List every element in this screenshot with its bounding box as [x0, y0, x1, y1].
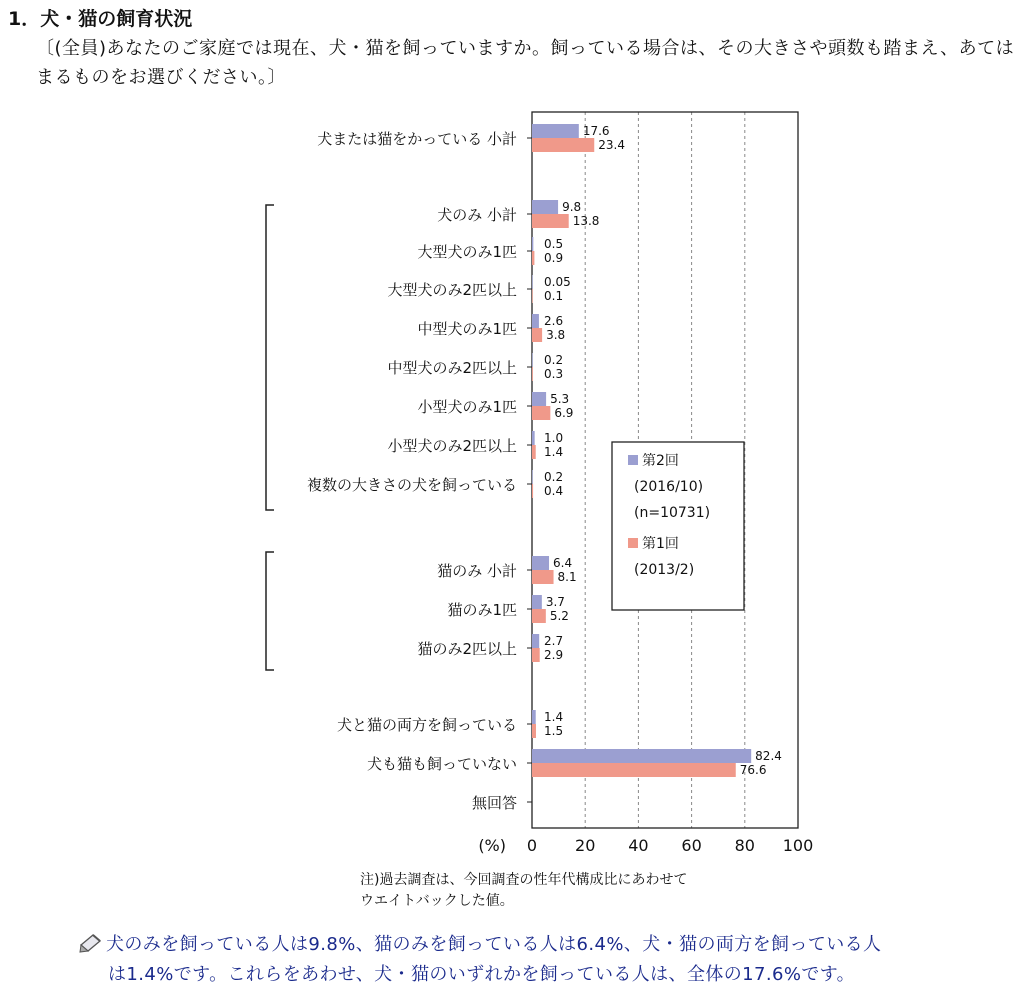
bar-wave1: [532, 648, 540, 662]
pencil-icon: [78, 933, 104, 953]
x-tick-label: 20: [575, 836, 596, 855]
bar-wave1: [532, 609, 546, 623]
data-label: 3.7: [545, 595, 565, 609]
data-label: 8.1: [557, 570, 577, 584]
category-label: 小型犬のみ2匹以上: [387, 437, 517, 455]
bar-wave1: [532, 138, 594, 152]
data-label: 1.0: [544, 431, 564, 445]
category-label: 無回答: [471, 794, 517, 812]
bar-wave2: [532, 237, 533, 251]
category-label: 猫のみ 小計: [437, 562, 517, 580]
data-label: 1.5: [544, 724, 564, 738]
category-label: 小型犬のみ1匹: [417, 398, 517, 416]
question-text: 〔(全員)あなたのご家庭では現在、犬・猫を飼っていますか。飼っている場合は、その大きさや頭数も踏まえ、あてはまるものをお選びください。〕: [36, 38, 1015, 88]
bar-wave2: [532, 275, 533, 289]
data-label: 82.4: [755, 749, 782, 763]
data-label: 0.3: [544, 367, 564, 381]
data-label: 0.2: [544, 353, 564, 367]
data-label: 1.4: [544, 445, 564, 459]
category-label: 大型犬のみ2匹以上: [387, 281, 517, 299]
legend-text: (2016/10): [634, 479, 704, 495]
category-label: 中型犬のみ1匹: [417, 320, 517, 338]
x-tick-label: 100: [782, 836, 814, 855]
data-label: 0.9: [544, 251, 564, 265]
category-label: 犬と猫の両方を飼っている: [336, 716, 517, 734]
bar-wave2: [532, 595, 542, 609]
data-label: 3.8: [546, 328, 566, 342]
bar-wave2: [532, 314, 539, 328]
category-label: 犬のみ 小計: [437, 206, 517, 224]
data-label: 9.8: [562, 200, 582, 214]
data-label: 2.6: [544, 314, 564, 328]
footnote-line-1: 注)過去調査は、今回調査の性年代構成比にあわせて: [360, 872, 688, 888]
category-label: 犬も猫も飼っていない: [366, 755, 517, 773]
bar-wave1: [532, 214, 569, 228]
bar-wave2: [532, 634, 539, 648]
bar-wave1: [532, 570, 554, 584]
data-label: 6.4: [553, 556, 573, 570]
pet-ownership-chart: [0, 100, 1024, 870]
category-label: 猫のみ2匹以上: [417, 640, 517, 658]
dog-group-bracket: [266, 205, 274, 510]
category-label: 犬または猫をかっている 小計: [317, 130, 517, 148]
category-label: 複数の大きさの犬を飼っている: [306, 476, 517, 494]
bar-wave1: [532, 724, 536, 738]
data-label: 1.4: [544, 710, 564, 724]
x-unit-label: (%): [478, 836, 506, 855]
bar-wave2: [532, 200, 558, 214]
data-label: 5.3: [550, 392, 570, 406]
data-label: 0.05: [544, 275, 571, 289]
bar-wave2: [532, 556, 549, 570]
data-label: 0.5: [544, 237, 564, 251]
bar-wave1: [532, 289, 533, 303]
bar-wave1: [532, 763, 736, 777]
data-label: 0.2: [544, 470, 564, 484]
bar-wave2: [532, 353, 533, 367]
bar-wave1: [532, 406, 550, 420]
summary-line-2: は1.4%です。これらをあわせ、犬・猫のいずれかを飼っている人は、全体の17.6%です。: [108, 964, 856, 985]
data-label: 13.8: [572, 214, 600, 228]
data-label: 0.4: [544, 484, 564, 498]
summary-text: [78, 930, 1018, 990]
page-title: 1．犬・猫の飼育状況: [8, 8, 193, 30]
bar-wave1: [532, 251, 534, 265]
bar-wave1: [532, 484, 533, 498]
legend-text: 第1回: [642, 536, 679, 552]
x-tick-label: 60: [681, 836, 702, 855]
data-label: 76.6: [739, 763, 767, 777]
cat-group-bracket: [266, 552, 274, 670]
x-tick-label: 80: [734, 836, 755, 855]
legend-swatch: [628, 455, 638, 465]
bar-wave2: [532, 470, 533, 484]
footnote: [360, 870, 687, 912]
x-tick-label: 0: [526, 836, 538, 855]
legend-swatch: [628, 538, 638, 548]
data-label: 2.9: [544, 648, 564, 662]
bar-wave2: [532, 749, 751, 763]
bar-wave2: [532, 710, 536, 724]
data-label: 2.7: [544, 634, 564, 648]
footnote-line-2: ウエイトバックした値。: [360, 893, 514, 909]
summary-line-1: 犬のみを飼っている人は9.8%、猫のみを飼っている人は6.4%、犬・猫の両方を飼っている人: [106, 934, 882, 955]
legend-text: (2013/2): [634, 562, 695, 578]
bar-wave2: [532, 431, 535, 445]
data-label: 0.1: [544, 289, 564, 303]
category-label: 大型犬のみ1匹: [417, 243, 517, 261]
data-label: 23.4: [598, 138, 625, 152]
bar-wave1: [532, 367, 533, 381]
bar-wave1: [532, 328, 542, 342]
data-label: 17.6: [582, 124, 610, 138]
legend-text: 第2回: [642, 453, 679, 469]
category-label: 猫のみ1匹: [447, 601, 517, 619]
bar-wave1: [532, 445, 536, 459]
bar-wave2: [532, 392, 546, 406]
legend-text: (n=10731): [634, 505, 711, 521]
category-label: 中型犬のみ2匹以上: [387, 359, 517, 377]
bar-wave2: [532, 124, 579, 138]
data-label: 5.2: [549, 609, 569, 623]
x-tick-label: 40: [628, 836, 649, 855]
data-label: 6.9: [554, 406, 574, 420]
